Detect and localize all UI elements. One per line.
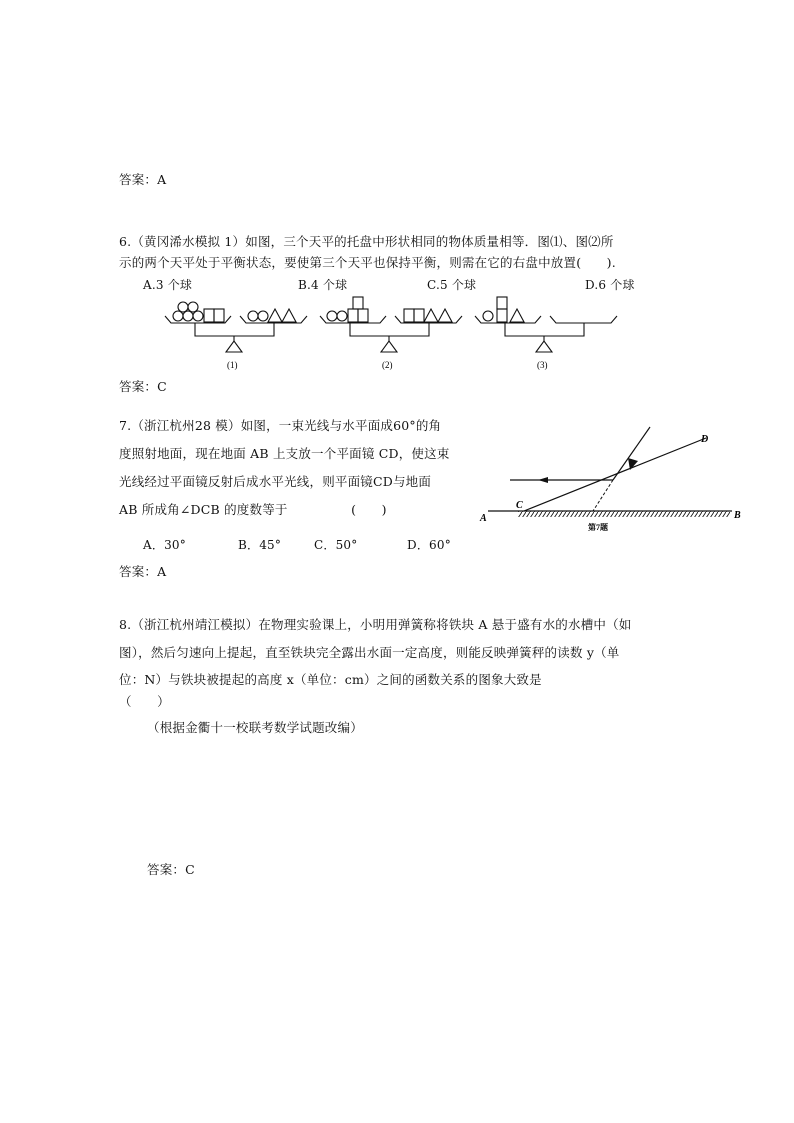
q7-option-a: A．30° [143,538,186,552]
q7-option-b: B．45° [238,538,282,552]
figure-label-3: (3) [537,360,548,370]
q6-option-a: A.3 个球 [143,278,193,292]
q5-answer: 答案：A [119,172,167,187]
q6-stem-line2: 示的两个天平处于平衡状态，要使第三个天平也保持平衡，则需在它的右盘中放置( ). [119,255,616,270]
balance-3 [475,297,617,352]
q8-stem-line4: （ ） [119,694,170,709]
reflected-arrow [538,477,548,483]
label-c: C [516,500,523,511]
q8-stem-line3: 位：N）与铁块被提起的高度 x（单位：cm）之间的函数关系的图象大致是 [119,672,542,687]
q7-stem-line4: AB 所成角∠DCB 的度数等于 ( ) [119,502,387,517]
q7-option-d: D．60° [407,538,451,552]
extension-dashed [593,480,613,511]
q6-option-c: C.5 个球 [427,278,477,292]
balance-1 [165,302,307,352]
q8-stem-line2: 图），然后匀速向上提起，直至铁块完全露出水面一定高度，则能反映弹簧秤的读数 y（单 [119,645,620,660]
figure-label-2: (2) [382,360,393,370]
label-d: D [701,434,709,445]
balance-2 [320,297,462,352]
q7-stem-line2: 度照射地面，现在地面 AB 上支放一个平面镜 CD，使这束 [119,446,450,461]
q7-stem-line1: 7.（浙江杭州28 模）如图，一束光线与水平面成60°的角 [119,418,442,433]
q7-option-c: C．50° [314,538,358,552]
q6-answer: 答案：C [119,379,167,394]
mirror-figure [478,422,748,534]
q7-stem-line3: 光线经过平面镜反射后成水平光线，则平面镜CD与地面 [119,474,432,489]
q6-stem-line1: 6.（黄冈浠水模拟 1）如图，三个天平的托盘中形状相同的物体质量相等．图⑴、图⑵所 [119,234,614,249]
figure-caption: 第7题 [588,523,608,532]
q8-answer: 答案：C [147,862,195,877]
q8-stem-line1: 8.（浙江杭州靖江模拟）在物理实验课上，小明用弹簧称将铁块 A 悬于盛有水的水槽中（如 [119,617,632,632]
incident-ray [613,427,650,480]
balance-figure [160,292,620,374]
q8-note: （根据金衢十一校联考数学试题改编） [147,720,363,735]
ground-hatch [518,511,730,517]
q6-option-b: B.4 个球 [298,278,348,292]
label-b: B [734,510,741,521]
q6-option-d: D.6 个球 [585,278,635,292]
figure-label-1: (1) [227,360,238,370]
mirror-cd [524,438,706,511]
q7-answer: 答案：A [119,564,167,579]
label-a: A [480,513,487,524]
